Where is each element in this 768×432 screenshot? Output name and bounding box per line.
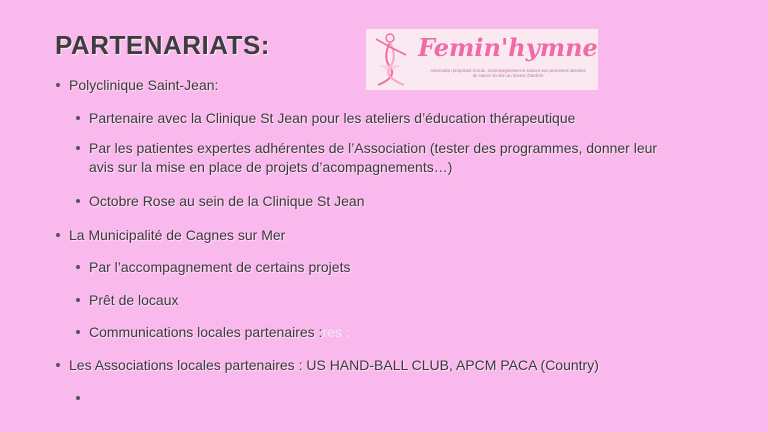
bullet-dot: [76, 116, 80, 120]
bullet-text: Par les patientes expertes adhérentes de l’Association (tester des programmes, donner leur: [89, 140, 658, 156]
bullet-text: Polyclinique Saint-Jean:: [69, 77, 219, 93]
bullet-dot: [76, 146, 80, 150]
bullet-text: Octobre Rose au sein de la Clinique St Jean: [89, 193, 365, 209]
bullet-text-line2: avis sur la mise en place de projets d’acompagnements…): [89, 159, 453, 175]
logo-tagline: Association proposant écoute, accompagnement et soutien aux personnes atteintes de cancer du sein au travers d'ateliers: [430, 68, 586, 78]
bullet-dot: [76, 199, 80, 203]
bullet-text: Par l’accompagnement de certains projets: [89, 259, 351, 275]
bullet-text: Partenaire avec la Clinique St Jean pour les ateliers d’éducation thérapeutique: [89, 110, 576, 126]
feminhymne-logo: [366, 29, 598, 90]
bullet-text: Prêt de locaux: [89, 292, 179, 308]
logo-name: Femin'hymne: [418, 33, 598, 62]
bullet-dot: [76, 298, 80, 302]
bullet-dot: [76, 330, 80, 334]
bullet-text: La Municipalité de Cagnes sur Mer: [69, 227, 286, 243]
bullet-dot: [76, 265, 80, 269]
bullet-dot: [56, 363, 60, 367]
bullet-dot: [56, 83, 60, 87]
bullet-text-group: [89, 322, 350, 342]
ghost-text: res :: [322, 324, 350, 340]
bullet-dot: [56, 233, 60, 237]
bullet-text: Communications locales partenaires :: [89, 324, 323, 340]
bullet-text: Les Associations locales partenaires : US HAND-BALL CLUB, APCM PACA (Country): [69, 357, 599, 373]
slide-title: PARTENARIATS:: [55, 30, 270, 60]
bullet-dot: [76, 396, 80, 400]
